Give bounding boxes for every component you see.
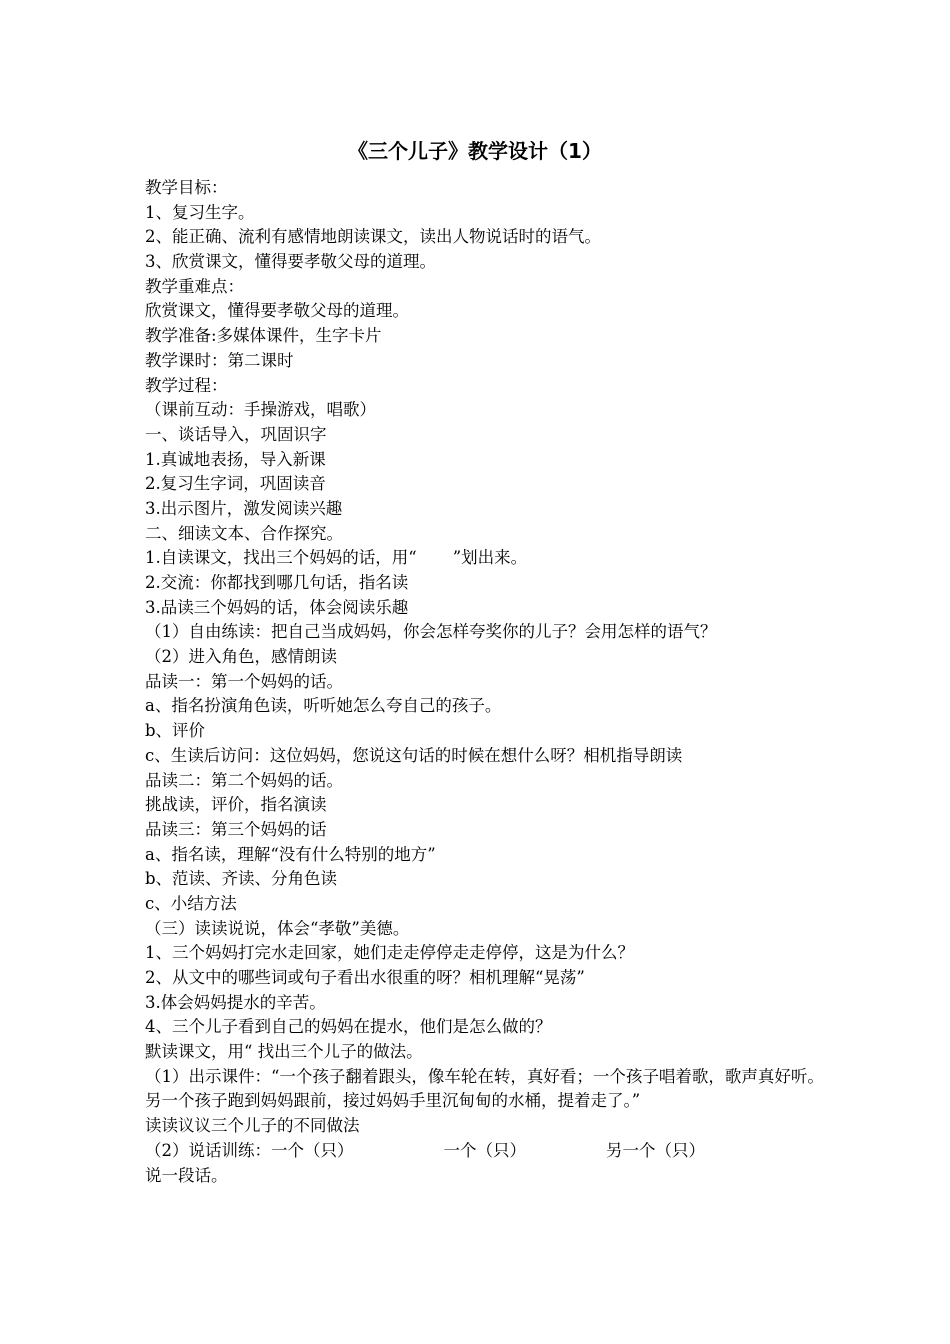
part2-item2: 2.交流：你都找到哪几句话，指名读 <box>145 573 409 592</box>
part3-item: 2、从文中的哪些词或句子看出水很重的呀？相机理解“晃荡” <box>145 968 585 987</box>
speak-part-b: 一个（只） <box>443 1140 526 1160</box>
part2-item1-end: ”划出来。 <box>452 548 528 568</box>
read1-heading: 品读一：第一个妈妈的话。 <box>145 671 343 691</box>
part2-item3: 3.品读三个妈妈的话，体会阅读乐趣 <box>145 597 409 617</box>
speak-part-c: 另一个（只） <box>606 1140 705 1160</box>
part3-item: 4、三个儿子看到自己的妈妈在提水，他们是怎么做的？ <box>145 1017 552 1037</box>
read1-item: a、指名扮演角色读，听听她怎么夸自己的孩子。 <box>145 696 502 716</box>
read3-item: c、小结方法 <box>145 893 237 913</box>
part1-item: 3.出示图片，激发阅读兴趣 <box>145 498 343 518</box>
part3-item: 1、三个妈妈打完水走回家，她们走走停停走走停停，这是为什么？ <box>145 943 634 963</box>
objective-item: 2、能正确、流利有感情地朗读课文，读出人物说话时的语气。 <box>145 227 601 247</box>
read1-item: c、生读后访问：这位妈妈，您说这句话的时候在想什么呀？相机指导朗读 <box>145 745 683 765</box>
part1-item: 1.真诚地表扬，导入新课 <box>145 449 326 469</box>
key-points-heading: 教学重难点： <box>145 276 244 296</box>
part2-item1 <box>145 546 825 571</box>
silent-read-text: 默读课文，用“ 找出三个儿子的做法。 <box>145 1042 423 1062</box>
read3-item: b、范读、齐读、分角色读 <box>145 869 338 889</box>
warmup-text: （课前互动：手操游戏，唱歌） <box>145 400 376 420</box>
speak-part-a: （2）说话训练：一个（只） <box>145 1140 354 1160</box>
objective-item: 1、复习生字。 <box>145 202 255 222</box>
read3-item: a、指名读，理解“没有什么特别的地方” <box>145 844 436 864</box>
process-heading: 教学过程： <box>145 375 228 395</box>
discuss-text: 读读议议三个儿子的不同做法 <box>145 1116 360 1136</box>
read3-heading: 品读三：第三个妈妈的话 <box>145 819 327 839</box>
part2-sub2: （2）进入角色，感情朗读 <box>145 647 337 667</box>
document-body <box>145 176 825 1188</box>
part3-item: 3.体会妈妈提水的辛苦。 <box>145 992 326 1012</box>
preparation-text: 教学准备:多媒体课件，生字卡片 <box>145 326 382 346</box>
period-text: 教学课时：第二课时 <box>145 350 294 370</box>
part2-sub1: （1）自由练读：把自己当成妈妈，你会怎样夸奖你的儿子？会用怎样的语气？ <box>145 622 717 642</box>
read2-heading: 品读二：第二个妈妈的话。 <box>145 770 343 790</box>
objectives-heading: 教学目标： <box>145 178 228 197</box>
read2-text: 挑战读，评价，指名演读 <box>145 795 327 815</box>
part1-item: 2.复习生字词，巩固读音 <box>145 474 326 494</box>
part3-heading: （三）读读说说，体会“孝敬”美德。 <box>145 918 410 938</box>
key-points-text: 欣赏课文，懂得要孝敬父母的道理。 <box>145 301 409 321</box>
objective-item: 3、欣赏课文，懂得要孝敬父母的道理。 <box>145 252 436 272</box>
read1-item: b、评价 <box>145 721 206 741</box>
courseware-text: （1）出示课件：“一个孩子翻着跟头，像车轮在转，真好看；一个孩子唱着歌，歌声真好听。另一个孩子跑到妈妈跟前，接过妈妈手里沉甸甸的水桶，提着走了。” <box>145 1066 824 1111</box>
part1-heading: 一、谈话导入，巩固识字 <box>145 424 327 444</box>
part2-heading: 二、细读文本、合作探究。 <box>145 523 343 543</box>
speak-end-text: 说一段话。 <box>145 1165 228 1185</box>
part2-item1-start: 1.自读课文，找出三个妈妈的话，用“ <box>145 548 417 568</box>
speaking-practice <box>145 1139 825 1164</box>
document-title: 《三个儿子》教学设计（1） <box>348 139 602 163</box>
